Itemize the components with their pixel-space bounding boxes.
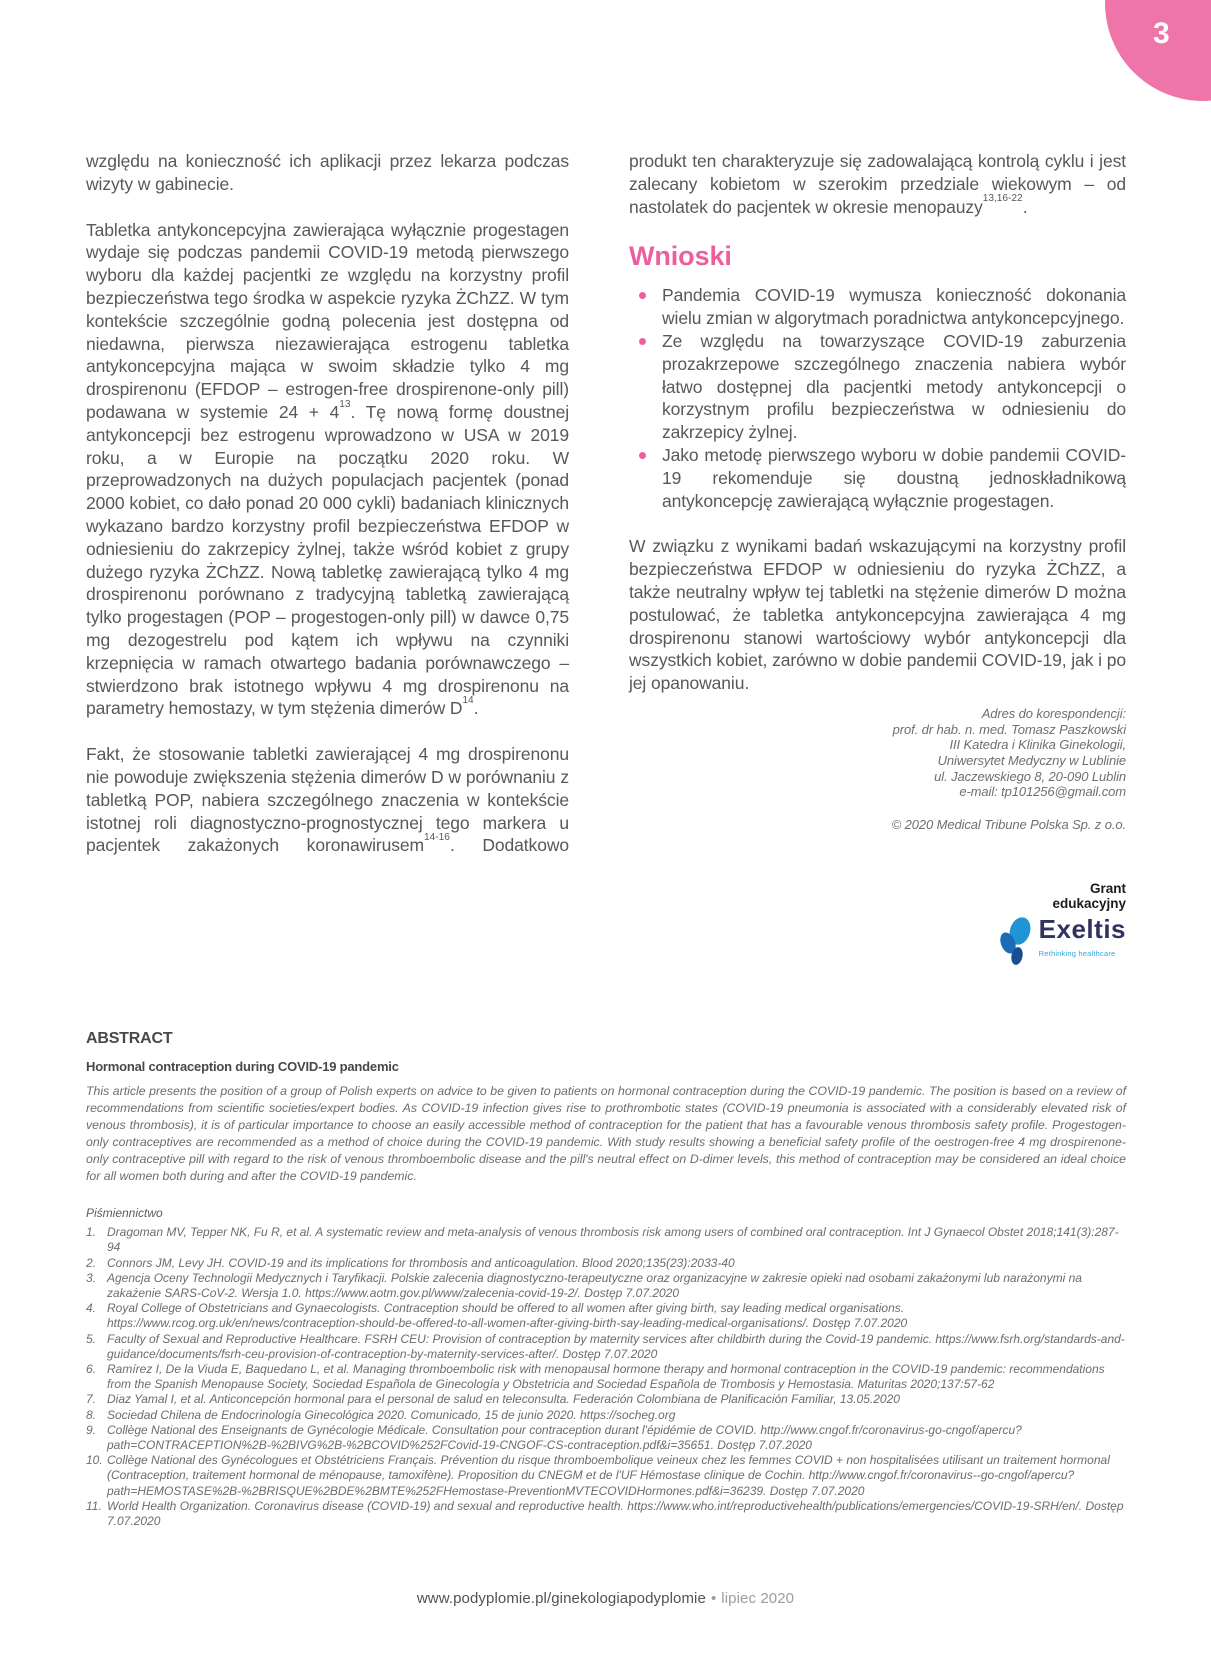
- page-corner-decoration: [1105, 0, 1211, 101]
- grant-label: [629, 881, 1126, 911]
- address-line: III Katedra i Klinika Ginekologii,: [949, 737, 1126, 753]
- page-footer: [0, 1590, 1211, 1607]
- reference-text: Ramírez I, De la Viuda E, Baquedano L, et al. Managing thromboembolic risk with menopausal hormone therapy and hormonal contraception in the COVID-19 pandemic: recommendations from the Spanish Menopause Society, Sociedad Española de Ginecología y Obstetricia and Sociedad Española de Trombosis y Hemostasia. Maturitas 2020;137:57-62: [107, 1362, 1105, 1392]
- reference-item: [86, 1453, 1126, 1499]
- address-line: ul. Jaczewskiego 8, 20-090 Lublin: [934, 768, 1126, 784]
- reference-text: Collège National des Enseignants de Gynécologie Médicale. Consultation pour contraception durant l'épidémie de COVID. http://www.cngof.fr/coronavirus-go-cngof/apercu?path=CONTRACEPTION%2B-%2BIVG%2B-%2BCOVID%252FCovid-19-CNGOF-CS-contraception.pdf&i=35651. Dostęp 7.07.2020: [107, 1422, 1022, 1453]
- conclusion-text: Jako metodę pierwszego wyboru w dobie pandemii COVID-19 rekomenduje się doustną jednoskładnikową antykoncepcję zawierającą wyłącznie progestagen.: [662, 444, 1126, 511]
- footer-issue-date: lipiec 2020: [721, 1590, 795, 1607]
- grant-line: edukacyjny: [1052, 895, 1126, 911]
- reference-item: [86, 1271, 1126, 1301]
- references-heading: Piśmiennictwo: [86, 1206, 163, 1220]
- paragraph-text: . Dodatkowo: [449, 835, 569, 856]
- reference-item: [86, 1392, 1126, 1407]
- reference-superscript: 13: [339, 398, 351, 410]
- page-number: 3: [1153, 17, 1170, 50]
- reference-superscript: 14-16: [424, 831, 450, 843]
- abstract-body: This article presents the position of a group of Polish experts on advice to be given to patients on hormonal contraception during the COVID-19 pandemic. The position is based on a review of recommendations from scientific societies/expert bodies. As COVID-19 infection gives rise to prothrombotic states (COVID-19 pneumonia is associated with a considerably elevated risk of venous thrombosis), it is of particular importance to choose an easily accessible method of contraception for the patient that has a favourable venous thrombosis safety profile. Progestogen-only contraceptives are recommended as a method of choice during the COVID-19 pandemic. With study results showing a beneficial safety profile of the oestrogen-free 4 mg drospirenone-only contraceptive pill with regard to the risk of venous thromboembolic disease and the pill's neutral effect on D-dimer levels, this method of contraception may be considered an ideal choice for all women both during and after the COVID-19 pandemic.: [86, 1084, 1126, 1183]
- copyright-notice: © 2020 Medical Tribune Polska Sp. z o.o.: [891, 817, 1126, 833]
- reference-text: Sociedad Chilena de Endocrinología Ginecológica 2020. Comunicado, 15 de junio 2020. https://socheg.org: [107, 1407, 676, 1422]
- conclusions-list: [629, 284, 1126, 512]
- bullet-icon: [639, 452, 646, 459]
- address-line: Uniwersytet Medyczny w Lublinie: [937, 753, 1126, 769]
- reference-item: [86, 1301, 1126, 1331]
- abstract-title: Hormonal contraception during COVID-19 pandemic: [86, 1059, 399, 1074]
- reference-number: 11.: [86, 1498, 102, 1513]
- article-paragraph: [629, 150, 1126, 218]
- paragraph-text: .: [1022, 196, 1028, 217]
- abstract-heading: ABSTRACT: [86, 1030, 173, 1047]
- reference-item: [86, 1499, 1126, 1529]
- reference-number: 1.: [86, 1225, 97, 1240]
- reference-number: 2.: [86, 1255, 97, 1270]
- reference-text: Diaz Yamal I, et al. Anticoncepción hormonal para el personal de salud en teleconsulta. Federación Colombiana de Planificación Familiar, 13.05.2020: [107, 1392, 900, 1407]
- conclusion-item: [629, 284, 1126, 330]
- conclusion-item: [629, 330, 1126, 444]
- bullet-icon: [639, 338, 646, 345]
- article-body: [86, 150, 1126, 966]
- logo-name: Exeltis: [1038, 914, 1126, 945]
- reference-text: Dragoman MV, Tepper NK, Fu R, et al. A systematic review and meta-analysis of venous thrombosis risk among users of combined oral contraception. Int J Gynaecol Obstet 2018;141(3):287-94: [107, 1225, 1119, 1255]
- exeltis-leaf-icon: [998, 916, 1032, 966]
- reference-item: [86, 1225, 1126, 1255]
- paragraph-text: .: [473, 698, 479, 719]
- conclusion-text: Pandemia COVID-19 wymusza konieczność dokonania wielu zmian w algorytmach poradnictwa antykoncepcyjnego.: [662, 285, 1126, 329]
- article-paragraph: [86, 219, 569, 721]
- exeltis-logo: [629, 916, 1126, 966]
- address-line: e-mail: tp101256@gmail.com: [959, 784, 1126, 800]
- right-column: [629, 150, 1126, 966]
- reference-number: 6.: [86, 1362, 97, 1377]
- reference-number: 10.: [86, 1453, 103, 1468]
- correspondence-address: [629, 706, 1126, 800]
- reference-text: Collège National des Gynécologues et Obstétriciens Français. Prévention du risque thromboembolique veineux chez les femmes COVID + non hospitalisées utilisant un traitement hormonal (Contraception, traitement hormonal de ménopause, tamoxifène). Proposition du CNEGM et de l'UF Hémostase clinique de Cochin. http://www.cngof.fr/coronavirus--go-cngof/apercu?path=HEMOSTASE%2B-%2BRISQUE%2BDE%2BMTE%252FHemostase-PreventionMVTECOVIDHormones.pdf&i=36239. Dostęp 7.07.2020: [107, 1453, 1110, 1498]
- reference-number: 4.: [86, 1301, 97, 1316]
- conclusion-item: [629, 444, 1126, 512]
- reference-item: [86, 1423, 1126, 1453]
- paragraph-text: produkt ten charakteryzuje się zadowalającą kontrolą cyklu i jest zalecany kobietom w szerokim przedziale wiekowym – od nastolatek do pacjentek w okresie menopauzy: [629, 151, 1126, 217]
- reference-number: 5.: [86, 1331, 97, 1346]
- reference-number: 7.: [86, 1392, 97, 1407]
- article-paragraph: W związku z wynikami badań wskazującymi na korzystny profil bezpieczeństwa EFDOP w odniesieniu do ryzyka ŻChZZ, a także neutralny wpływ tej tabletki na stężenie dimerów D można postulować, że tabletka antykoncepcyjna zawierająca 4 mg drospirenonu stanowi wartościowy wybór antykoncepcji dla wszystkich kobiet, zarówno w dobie pandemii COVID-19, jak i po jej opanowaniu.: [629, 536, 1126, 694]
- footer-url: www.podyplomie.pl/ginekologiapodyplomie: [416, 1590, 706, 1607]
- reference-text: Royal College of Obstetricians and Gynaecologists. Contraception should be offered to all women after giving birth, say leading medical organisations. https://www.rcog.org.uk/en/news/contraception-should-be-offered-to-all-women-after-giving-birth-say-leading-medical-organisations/. Dostęp 7.07.2020: [107, 1301, 908, 1331]
- footer-separator: •: [710, 1590, 717, 1607]
- reference-superscript: 13,16-22: [982, 193, 1023, 205]
- article-paragraph: względu na konieczność ich aplikacji przez lekarza podczas wizyty w gabinecie.: [86, 151, 569, 194]
- reference-text: Faculty of Sexual and Reproductive Healthcare. FSRH CEU: Provision of contraception by maternity services after childbirth during the Covid-19 pandemic. https://www.fsrh.org/standards-and-guidance/documents/fsrh-ceu-provision-of-contraception-by-maternity-services-after/. Dostęp 7.07.2020: [107, 1331, 1125, 1361]
- references-section: [86, 1206, 1126, 1529]
- paragraph-text: Tabletka antykoncepcyjna zawierająca wyłącznie progestagen wydaje się podczas pandemii COVID-19 metodą pierwszego wyboru dla każdej pacjentki ze względu na korzystny profil bezpieczeństwa tego środka w aspekcie ryzyka ŻChZZ. W tym kontekście szczególnie godną polecenia jest dostępna od niedawna, pierwsza niezawierająca estrogenu tabletka antykoncepcyjna mająca w swoim składzie tylko 4 mg drospirenonu (EFDOP – estrogen-free drospirenone-only pill) podawana w systemie 24 + 4: [86, 219, 569, 422]
- paragraph-text: . Tę nową formę doustnej antykoncepcji bez estrogenu wprowadzono w USA w 2019 roku, a w Europie na początku 2020 roku. W przeprowadzonych na dużych populacjach pacjentek (ponad 2000 kobiet, co dało ponad 20 000 cykli) badaniach klinicznych wykazano bardzo korzystny profil bezpieczeństwa EFDOP w odniesieniu do zakrzepicy żylnej, także wśród kobiet z grupy dużego ryzyka ŻChZZ. Nową tabletkę zawierającą tylko 4 mg drospirenonu porównano z tradycyjną tabletką zawierającą tylko progestagen (POP – progestogen-only pill) w dawce 0,75 mg dezogestrelu pod kątem ich wpływu na czynniki krzepnięcia w ramach otwartego badania porównawczego – stwierdzono brak istotnego wpływu 4 mg drospirenonu na parametry hemostazy, w tym stężenia dimerów D: [86, 401, 570, 719]
- paragraph-text: Fakt, że stosowanie tabletki zawierającej 4 mg drospirenonu nie powoduje zwiększenia stężenia dimerów D w porównaniu z tabletką POP, nabiera szczególnego znaczenia w kontekście istotnej roli diagnostyczno-prognostycznej tego markera u pacjentek zakażonych koronawirusem: [86, 744, 569, 856]
- logo-tagline: Rethinking healthcare: [1038, 949, 1116, 959]
- address-line: Adres do korespondencji:: [981, 705, 1126, 721]
- article-paragraph: [86, 743, 569, 857]
- reference-text: Agencja Oceny Technologii Medycznych i Taryfikacji. Polskie zalecenia diagnostyczno-terapeutyczne oraz organizacyjne w zakresie opieki nad osobami zakażonymi lub narażonymi na zakażenie SARS-CoV-2. Wersja 1.0. https://www.aotm.gov.pl/www/zalecenia-covid-19-2/. Dostęp 7.07.2020: [107, 1270, 1082, 1301]
- reference-text: World Health Organization. Coronavirus disease (COVID-19) and sexual and reproductive health. https://www.who.int/reproductivehealth/publications/emergencies/COVID-19-SRH/en/. Dostęp 7.07.2020: [107, 1498, 1124, 1529]
- bullet-icon: [639, 292, 646, 299]
- exeltis-wordmark: [1039, 916, 1126, 966]
- reference-number: 3.: [86, 1270, 97, 1285]
- left-column: [86, 150, 569, 966]
- reference-item: [86, 1362, 1126, 1392]
- reference-text: Connors JM, Levy JH. COVID-19 and its implications for thrombosis and anticoagulation. Blood 2020;135(23):2033-40: [107, 1255, 735, 1270]
- reference-number: 8.: [86, 1407, 97, 1422]
- conclusions-heading: Wnioski: [629, 241, 732, 272]
- conclusion-text: Ze względu na towarzyszące COVID-19 zaburzenia prozakrzepowe szczególnego znaczenia nabiera wybór łatwo dostępnej dla pacjentki metody antykoncepcji o korzystnym profilu bezpieczeństwa w odniesieniu do zakrzepicy żylnej.: [662, 330, 1126, 443]
- reference-item: [86, 1408, 1126, 1423]
- reference-item: [86, 1256, 1126, 1271]
- reference-item: [86, 1332, 1126, 1362]
- abstract-section: [86, 1030, 1126, 1185]
- grant-line: Grant: [1089, 880, 1126, 896]
- address-line: prof. dr hab. n. med. Tomasz Paszkowski: [892, 721, 1126, 737]
- reference-number: 9.: [86, 1422, 97, 1437]
- reference-superscript: 14: [462, 694, 474, 706]
